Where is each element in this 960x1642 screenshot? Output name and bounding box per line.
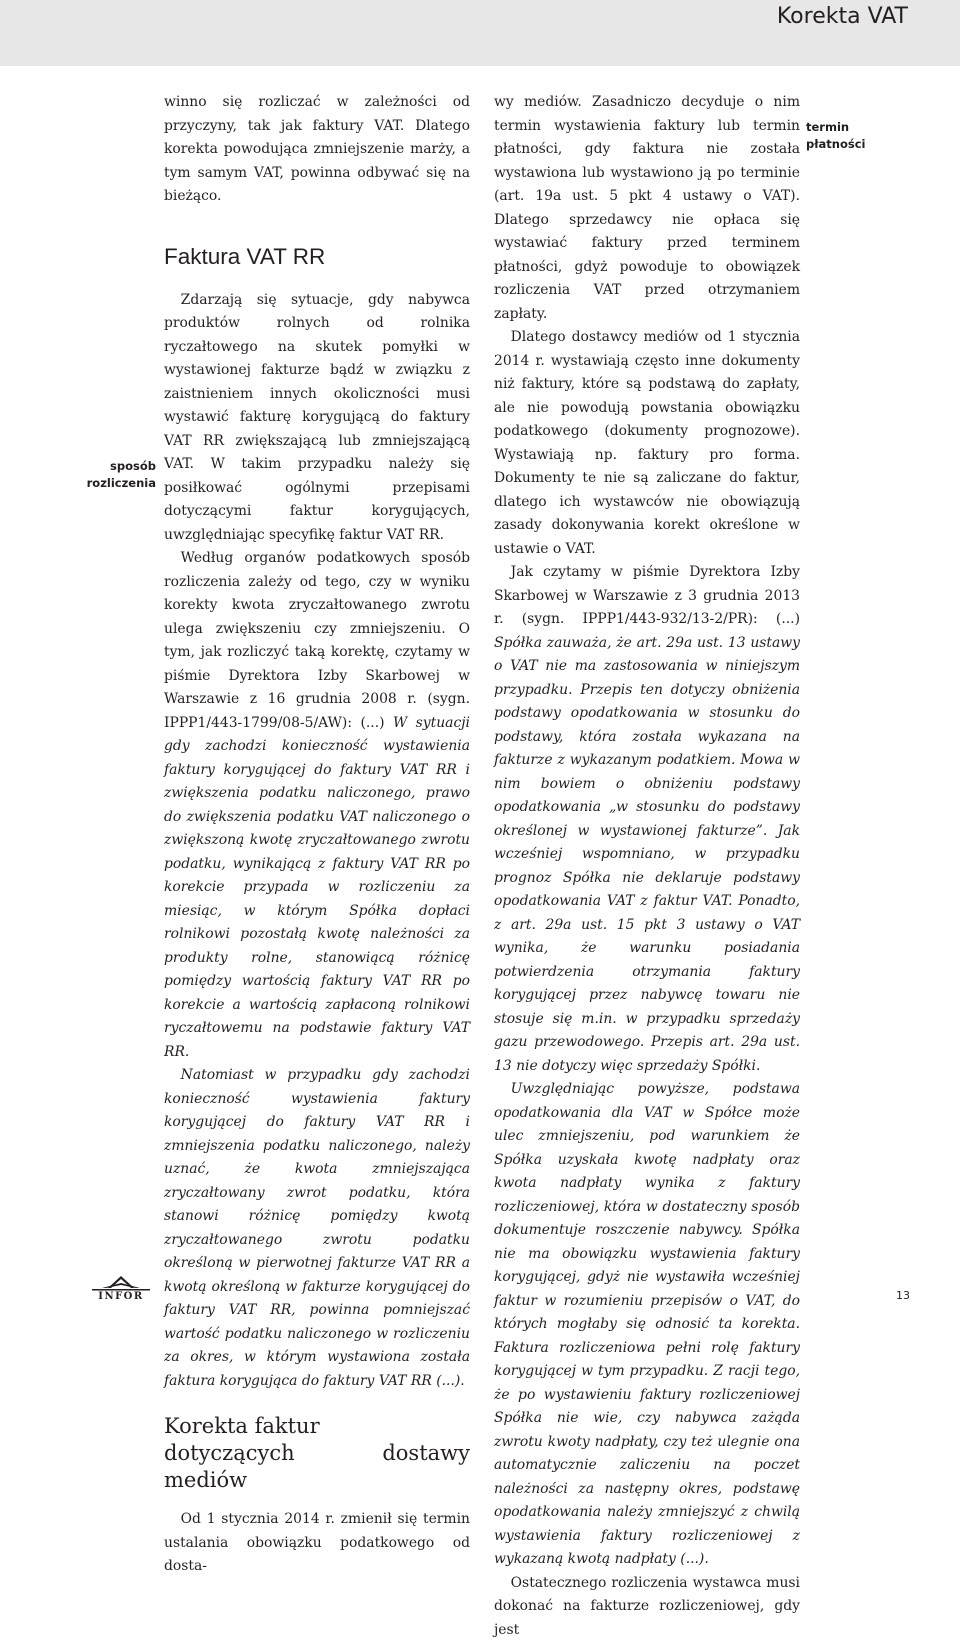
quote-paragraph: Natomiast w przypadku gdy zachodzi konieczność wystawienia faktury korygującej do faktury VAT RR i zmniejszenia podatku naliczonego, należy uznać, że kwota zmniejszająca zryczałtowany zwrot podatku, która stanowi różnicę pomiędzy kwotą zryczałtowanego zwrotu podatku określoną w pierwotnej fakturze VAT RR a kwotą określoną w fakturze korygującej do faktury VAT RR, powinna pomniejszać wartość podatku naliczonego w rozliczeniu za okres, w którym wystawiona została faktura korygująca do faktury VAT RR (...). [164, 1064, 470, 1393]
paragraph: winno się rozliczać w zależności od przyczyny, tak jak faktury VAT. Dlatego korekta powodująca zmniejszenie marży, a tym samym VAT, powinna odbywać się na bieżąco. [164, 91, 470, 209]
quote-text: W sytuacji gdy zachodzi konieczność wystawienia faktury korygującej do faktury VAT RR i zwiększenia podatku naliczonego, prawo do zwiększenia podatku VAT naliczonego o zwiększoną kwotę zryczałtowanego zwrotu podatku, wynikającą z faktury VAT RR po korekcie przypada w rozliczeniu za miesiąc, w którym Spółka dopłaci rolnikowi pozostałą kwotę należności za produkty rolne, stanowiącą różnicę pomiędzy wartością faktury VAT RR po korekcie a wartością zapłaconą rolnikowi ryczałtowemu na podstawie faktury VAT RR. [164, 715, 470, 1060]
heading-line: Korekta faktur [164, 1414, 320, 1438]
paragraph: Zdarzają się sytuacje, gdy nabywca produktów rolnych od rolnika ryczałtowego na skutek pomyłki w wystawionej fakturze bądź w związku z zaistnieniem innych okoliczności musi wystawić fakturę korygującą do faktury VAT RR zwiększającą lub zmniejszającą VAT. W takim przypadku należy się posiłkować ogólnymi przepisami dotyczącymi faktur korygujących, uwzględniając specyfikę faktur VAT RR. [164, 289, 470, 548]
heading-line: dotyczących dostawy mediów [164, 1441, 470, 1492]
section-title: Korekta VAT [777, 4, 908, 29]
header-bar [0, 0, 960, 66]
quote-text: Spółka zauważa, że art. 29a ust. 13 ustawy o VAT nie ma zastosowania w niniejszym przypadku. Przepis ten dotyczy obniżenia podstawy opodatkowania w stosunku do podstawy, która została wykazana na fakturze z wykazanym podatkiem. Mowa w nim bowiem o obniżeniu podstawy opodatkowania „w stosunku do podstawy określonej w wystawionej fakturze”. Jak wcześniej wspomniano, w przypadku prognoz Spółka nie deklaruje podstawy opodatkowania VAT z faktur VAT. Ponadto, z art. 29a ust. 15 pkt 3 ustawy o VAT wynika, że warunku posiadania potwierdzenia otrzymania faktury korygującej przez nabywcę towaru nie stosuje się m.in. w przypadku sprzedaży gazu przewodowego. Przepis art. 29a ust. 13 nie dotyczy więc sprzedaży Spółki. [494, 635, 800, 1074]
paragraph [494, 561, 800, 1078]
section-heading-faktura-vat-rr: Faktura VAT RR [164, 243, 470, 271]
paragraph [164, 547, 470, 1064]
paragraph: Ostatecznego rozliczenia wystawca musi dokonać na fakturze rozliczeniowej, gdy jest [494, 1572, 800, 1642]
paragraph-text: Jak czytamy w piśmie Dyrektora Izby Skarbowej w Warszawie z 3 grudnia 2013 r. (sygn. IPPP1/443-932/13-2/PR): (...) [494, 564, 800, 627]
margin-note-sposob-rozliczenia: sposób rozliczenia [80, 458, 156, 492]
paragraph-text: Według organów podatkowych sposób rozliczenia zależy od tego, czy w wyniku korekty kwota zryczałtowanego zwrotu ulega zwiększeniu czy zmniejszeniu. O tym, jak rozliczyć taką korektę, czytamy w piśmie Dyrektora Izby Skarbowej w Warszawie z 16 grudnia 2008 r. (sygn. IPPP1/443-1799/08-5/AW): (...) [164, 550, 470, 731]
section-heading-korekta-faktur [164, 1413, 470, 1494]
paragraph: Dlatego dostawcy mediów od 1 stycznia 2014 r. wystawiają często inne dokumenty niż faktury, które są podstawą do zapłaty, ale nie powodują powstania obowiązku podatkowego (dokumenty prognozowe). Wystawiają np. faktury pro forma. Dokumenty te nie są zaliczane do faktur, dlatego ich wystawców nie obowiązują zasady dokonywania korekt określone w ustawie o VAT. [494, 326, 800, 561]
quote-paragraph: Uwzględniając powyższe, podstawa opodatkowania dla VAT w Spółce może ulec zmniejszeniu, pod warunkiem że Spółka uzyskała kwotę nadpłaty oraz kwota nadpłaty wynika z faktury rozliczeniowej, która w dostateczny sposób dokumentuje roszczenie nabywcy. Spółka nie ma obowiązku wystawienia faktury korygującej, gdyż nie wystawiła wcześniej faktur w rozumieniu przepisów o VAT, do których mogłaby się odnosić ta korekta. Faktura rozliczeniowa pełni rolę faktury korygującej w tym przypadku. Z racji tego, że po wystawieniu faktury rozliczeniowej Spółka nie wie, czy nabywca zażąda zwrotu kwoty nadpłaty, czy też ulegnie ona automatycznie zaliczeniu na poczet należności za następny okres, podstawę opodatkowania należy zmniejszyć z chwilą wystawienia faktury rozliczeniowej z wykazaną kwotą nadpłaty (...). [494, 1078, 800, 1572]
logo-wordmark: INFOR [98, 1291, 143, 1300]
right-column [494, 91, 800, 1642]
infor-logo [78, 1274, 164, 1300]
paragraph: Od 1 stycznia 2014 r. zmienił się termin ustalania obowiązku podatkowego od dosta- [164, 1508, 470, 1579]
page-number: 13 [896, 1289, 910, 1302]
left-column [164, 91, 470, 1579]
margin-note-termin-platnosci: termin płatności [806, 119, 886, 153]
paragraph: wy mediów. Zasadniczo decyduje o nim termin wystawienia faktury lub termin płatności, gdy faktura nie została wystawiona lub wystawiono ją po terminie (art. 19a ust. 5 pkt 4 ustawy o VAT). Dlatego sprzedawcy nie opłaca się wystawiać faktury przed terminem płatności, gdyż powoduje to obowiązek rozliczenia VAT przed otrzymaniem zapłaty. [494, 91, 800, 326]
